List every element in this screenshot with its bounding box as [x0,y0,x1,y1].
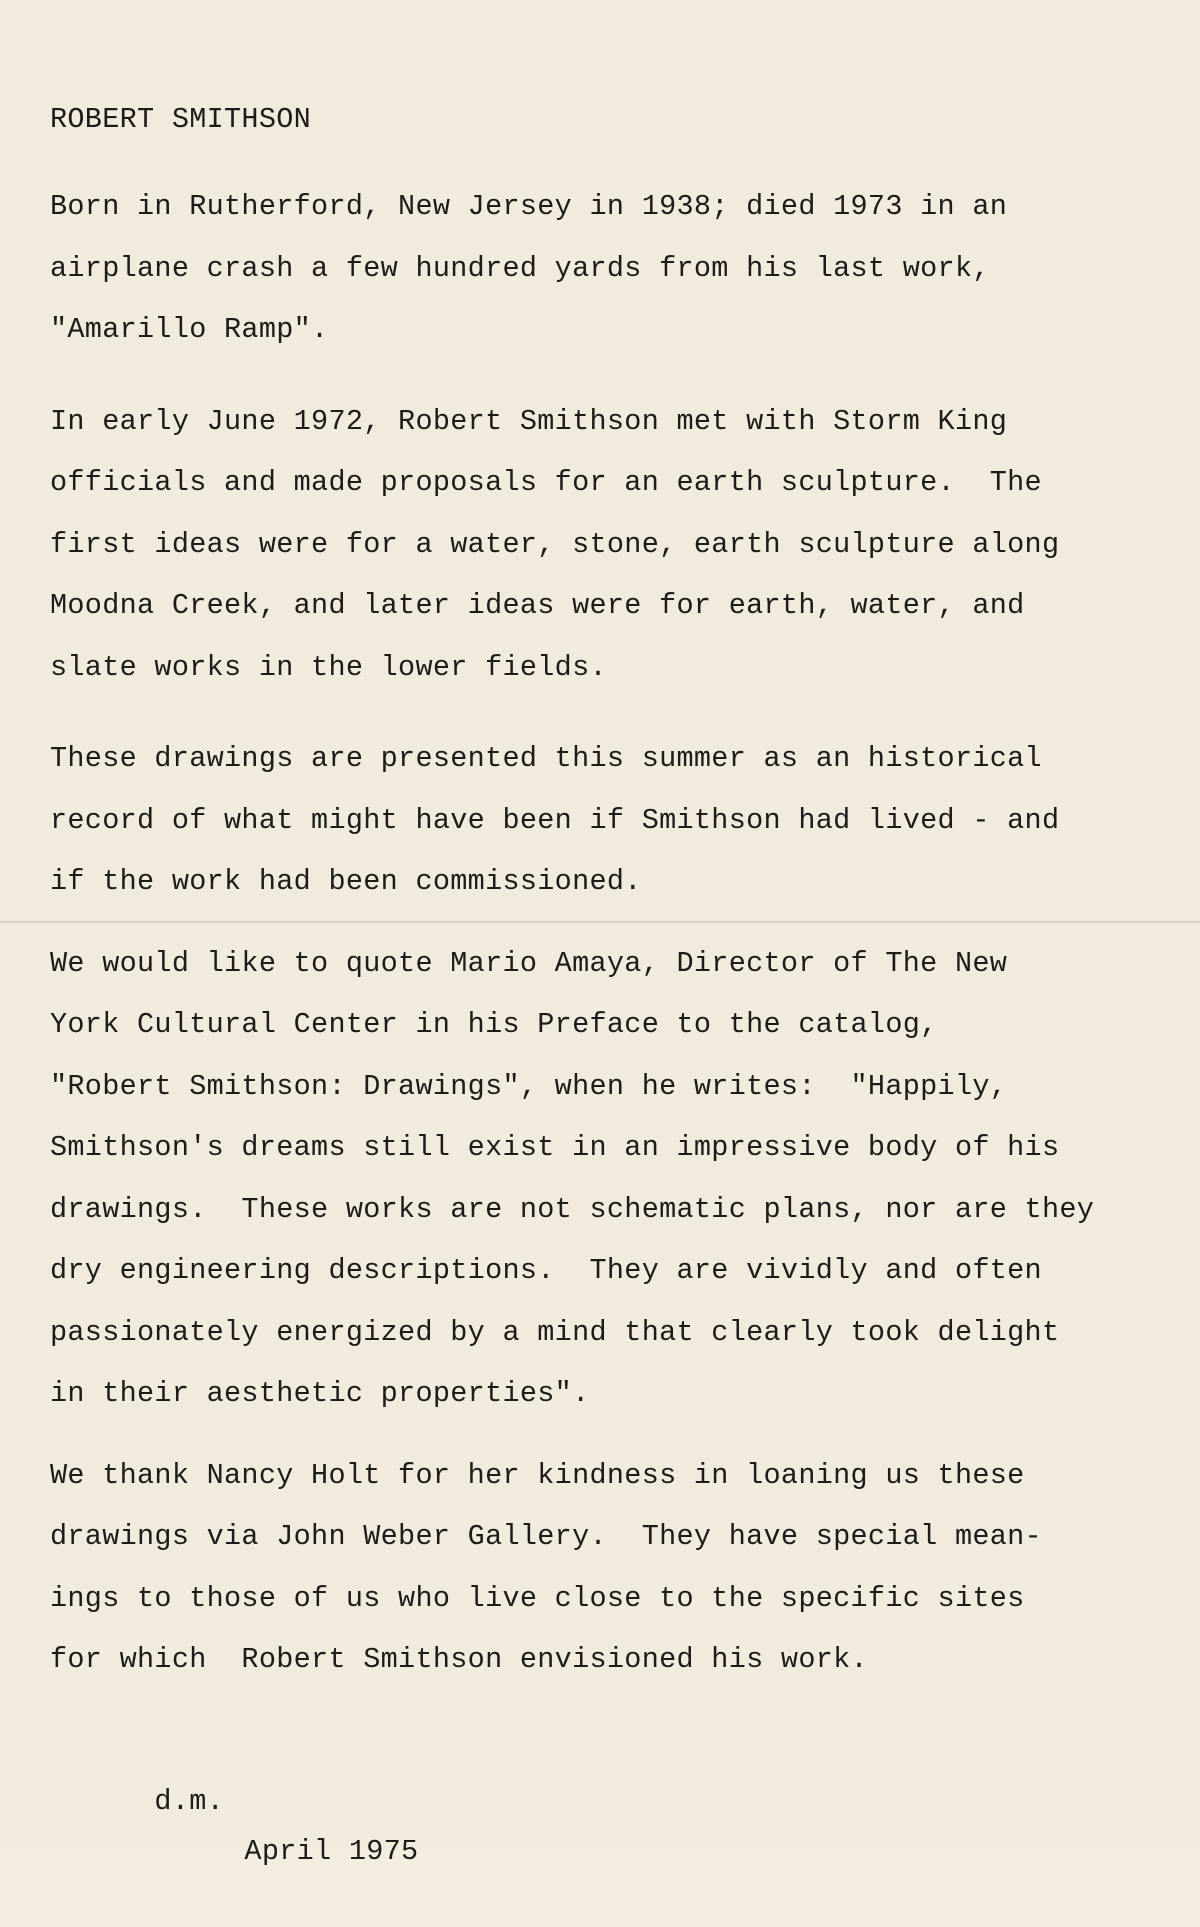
text-line: drawings via John Weber Gallery. They have special mean- [50,1520,1042,1553]
document-body [50,96,1170,1868]
text-line: for which Robert Smithson envisioned his work. [50,1643,868,1676]
paragraph-acknowledgement [50,1445,1170,1691]
text-line: if the work had been commissioned. [50,865,642,898]
text-line: We would like to quote Mario Amaya, Director of The New [50,946,1008,980]
text-line: in their aesthetic properties". [50,1377,590,1410]
text-line: record of what might have been if Smithson had lived - and [50,803,1060,837]
text-line: "Robert Smithson: Drawings", when he writes: "Happily, [50,1069,1008,1103]
text-line: York Cultural Center in his Preface to the catalog, [50,1008,938,1041]
text-line: Smithson's dreams still exist in an impressive body of his [50,1131,1060,1164]
text-line: We thank Nancy Holt for her kindness in loaning us these [50,1458,1025,1492]
signature-date: April 1975 [244,1834,419,1868]
text-line: dry engineering descriptions. They are vividly and often [50,1254,1042,1287]
text-line: passionately energized by a mind that clearly took delight [50,1315,1060,1349]
text-line: drawings. These works are not schematic plans, nor are they [50,1192,1095,1226]
text-line: first ideas were for a water, stone, earth sculpture along [50,527,1060,561]
paragraph-quote-amaya [50,933,1170,1425]
paragraph-drawings-record [50,728,1170,913]
text-line: slate works in the lower fields. [50,650,607,684]
paragraph-proposals [50,391,1170,699]
document-heading: ROBERT SMITHSON [50,103,312,136]
text-line: These drawings are presented this summer as an historical [50,742,1042,775]
paragraph-biography [50,176,1170,361]
signature-initials: d.m. [154,1784,225,1818]
text-line: In early June 1972, Robert Smithson met with Storm King [50,404,1008,438]
text-line: ings to those of us who live close to the specific sites [50,1581,1025,1615]
text-line: officials and made proposals for an earth sculpture. The [50,466,1042,499]
text-line: airplane crash a few hundred yards from his last work, [50,251,990,285]
text-line: Moodna Creek, and later ideas were for earth, water, and [50,589,1025,622]
text-line: Born in Rutherford, New Jersey in 1938; died 1973 in an [50,190,1008,223]
signature-line [50,1727,1170,1868]
text-line: "Amarillo Ramp". [50,313,329,346]
